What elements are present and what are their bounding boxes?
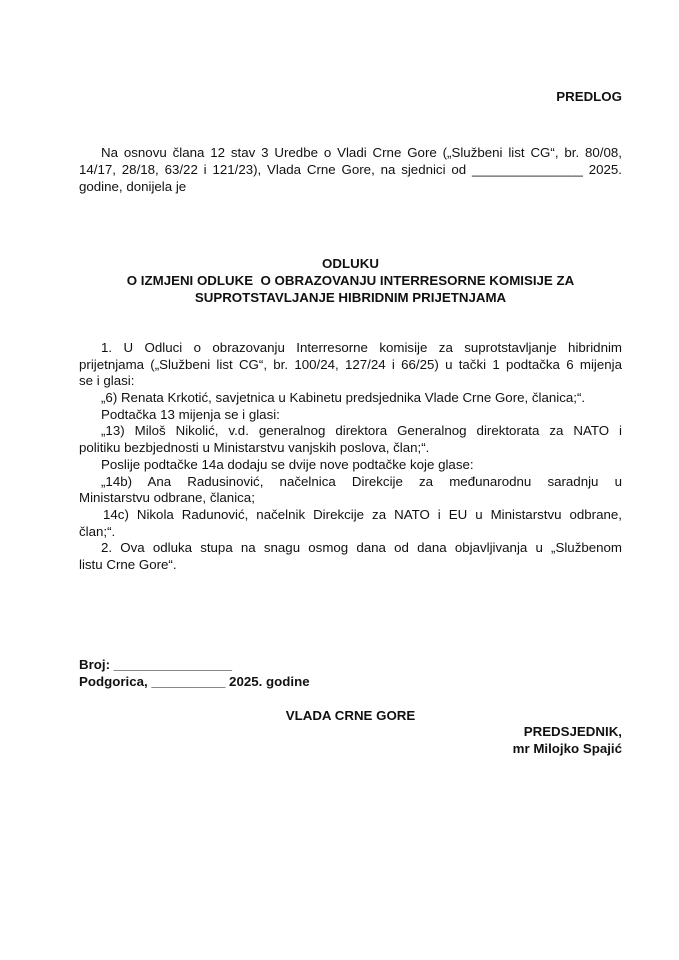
preamble-line: Na osnovu člana 12 stav 3 Uredbe o Vladi Crne Gore („Službeni list CG“, br. 80/08,: [101, 145, 622, 160]
body-line: 14c) Nikola Radunović, načelnik Direkcije za NATO i EU u Ministarstvu odbrane,: [103, 507, 622, 522]
body-line: član;“.: [79, 524, 116, 539]
title-line: SUPROTSTAVLJANJE HIBRIDNIM PRIJETNJAMA: [194, 290, 507, 305]
preamble-line: godine, donijela je: [79, 179, 187, 194]
document-status-label: PREDLOG: [556, 89, 622, 104]
body-line: se i glasi:: [79, 373, 135, 388]
president-title: PREDSJEDNIK,: [523, 724, 622, 739]
body-line: Podtačka 13 mijenja se i glasi:: [101, 407, 280, 422]
body-line: „13) Miloš Nikolić, v.d. generalnog direktora Generalnog direktorata za NATO i: [101, 423, 622, 438]
government-name: VLADA CRNE GORE: [285, 708, 416, 723]
body-line: listu Crne Gore“.: [79, 557, 177, 572]
body-line: politiku bezbjednosti u Ministarstvu vanjskih poslova, član;“.: [79, 440, 430, 455]
preamble-line: 14/17, 28/18, 63/22 i 121/23), Vlada Crne Gore, na sjednici od _______________ 2025.: [79, 162, 622, 177]
body-line: „6) Renata Krkotić, savjetnica u Kabinetu predsjednika Vlade Crne Gore, članica;“.: [101, 390, 586, 405]
body-line: Ministarstvu odbrane, članica;: [79, 490, 255, 505]
body-line: prijetnjama („Službeni list CG“, br. 100/24, 127/24 i 66/25) u tački 1 podtačka 6 mijenja: [79, 357, 622, 372]
title-line: ODLUKU: [322, 256, 379, 271]
reference-number: Broj: ________________: [79, 657, 233, 672]
body-line: 2. Ova odluka stupa na snagu osmog dana od dana objavljivanja u „Službenom: [101, 540, 622, 555]
title-line: O IZMJENI ODLUKE O OBRAZOVANJU INTERRESORNE KOMISIJE ZA: [126, 273, 575, 288]
body-line: Poslije podtačke 14a dodaju se dvije nove podtačke koje glase:: [101, 457, 474, 472]
body-line: 1. U Odluci o obrazovanju Interresorne komisije za suprotstavljanje hibridnim: [101, 340, 622, 355]
place-date: Podgorica, __________ 2025. godine: [79, 674, 310, 689]
body-line: „14b) Ana Radusinović, načelnica Direkcije za međunarodnu saradnju u: [101, 474, 622, 489]
president-name: mr Milojko Spajić: [512, 741, 622, 756]
